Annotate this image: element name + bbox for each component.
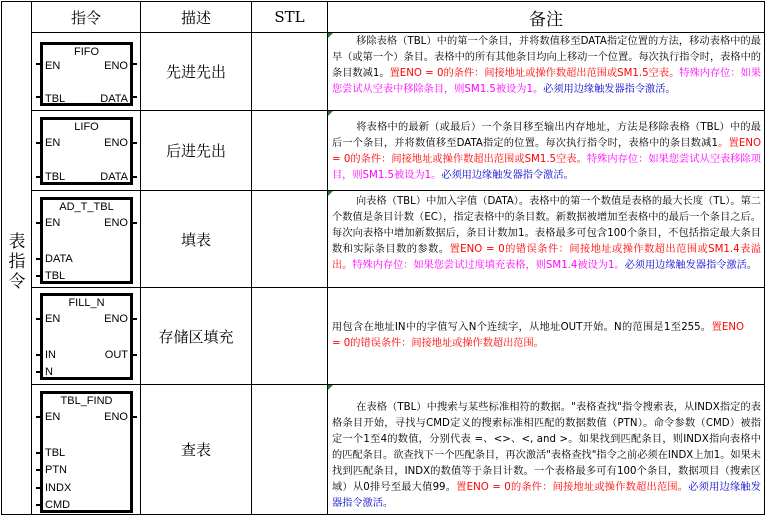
stl-fill-n [252,288,327,384]
remarks-ad-t-tbl [328,194,764,286]
pin-indx: INDX [45,482,72,494]
pin-in: IN [45,349,56,361]
pin-tbl: TBL [45,171,66,183]
box-title: AD_T_TBL [59,201,114,213]
pin-eno: ENO [104,217,128,229]
remarks-lifo [328,120,764,190]
category-char: 令 [8,272,26,292]
remark-special-memory: 特殊内存位：如果您尝试从空表移除项目，则SM1.5被设为1。 [332,154,761,181]
stl-tbl-find [252,385,327,514]
ladder-box-tbl-find [40,391,133,513]
pin-eno: ENO [104,137,128,149]
box-title: LIFO [74,121,99,133]
description-fifo: 先进先出 [165,63,226,81]
remark-error-condition: 置ENO = 0的错误条件：间接地址或操作数超出范围或SM1.4表溢出。 [332,244,761,271]
pin-stub [36,354,40,356]
pin-stub [36,222,40,224]
remark-text: 向表格（TBL）中加入字值（DATA）。表格中的第一个数值是表格的最大长度（TL）。第二个数值是条目计数（EC），指定表格中的条目数。新数据被增加至表格中的最后一个条目之后。每次向表格中增加新数据后，条目计数加1。表格最多可包含100个条目，不包括指定最大条目数和实际条目数的参数。 [332,196,761,255]
pin-tbl: TBL [45,270,66,282]
header-description: 描述 [180,8,211,27]
pin-en: EN [45,60,61,72]
category-label [2,232,32,292]
pin-cmd: CMD [45,499,71,511]
remark-edge-trigger: 必须用边缘触发器指令激活。 [624,260,758,271]
description-fill-n: 存储区填充 [158,327,234,346]
pin-en: EN [45,313,61,325]
pin-eno: ENO [104,411,128,423]
remark-special-memory: 特殊内存位：如果您尝试过度填充表格，则SM1.4被设为1。 [352,260,625,271]
pin-stub [133,318,137,320]
remark-text: 将表格中的最新（或最后）一个条目移至输出内存地址，方法是移除表格（TBL）中的最后一个条目，并将数值移至DATA指定的位置。每次执行指令时，表格中的条目数减1 [332,122,761,149]
pin-stub [133,176,137,178]
ladder-box-fifo [40,42,133,106]
pin-stub [36,318,40,320]
pin-stub [36,63,40,65]
instruction-table [1,1,765,515]
category-char: 指 [8,252,26,272]
remark-text: 用包含在地址IN中的字值写入N个连续字，从地址OUT开始。N的范围是1至255。 [332,322,712,333]
remark-error-condition: 置ENO = 0的条件：间接地址或操作数超出范围。 [456,482,689,493]
description-ad-t-tbl: 填表 [180,230,211,249]
pin-stub [133,222,137,224]
ladder-box-lifo [40,117,133,185]
remarks-fifo [328,34,764,110]
remark-edge-trigger: 必须用边缘触发器指令激活。 [543,84,676,95]
stl-lifo [252,111,327,190]
remark-error-condition: 置ENO = 0的错误条件：间接地址或操作数超出范围。 [332,322,745,349]
pin-n: N [45,366,53,378]
box-title: FIFO [73,46,100,58]
pin-stub [36,176,40,178]
pin-tbl: TBL [45,447,66,459]
pin-eno: ENO [104,60,128,72]
pin-stub [36,416,40,418]
pin-en: EN [45,217,61,229]
header-stl: STL [274,8,305,26]
remark-text: 移除表格（TBL）中的第一个条目，并将数值移至DATA指定位置的方法，移动表格中的最早（或第一个）条目。表格中的所有其他条目均向上移动一个位置。每次执行指令时，表格中的条目数减1。 [332,36,761,79]
box-title: FILL_N [68,297,105,309]
description-lifo: 后进先出 [165,142,226,160]
category-char: 表 [8,232,26,252]
pin-ptn: PTN [45,464,67,476]
ladder-box-ad-t-tbl [40,197,133,284]
stl-ad-t-tbl [252,191,327,287]
pin-stub [36,504,40,506]
header-remarks: 备注 [529,9,563,30]
pin-stub [36,258,40,260]
pin-stub [36,452,40,454]
pin-stub [133,142,137,144]
description-tbl-find: 查表 [180,441,211,459]
remarks-fill-n [328,320,764,360]
pin-data: DATA [100,171,128,183]
comment-marker-icon [328,385,333,390]
pin-stub [133,354,137,356]
pin-eno: ENO [104,313,128,325]
remark-edge-trigger: 必须用边缘触发器指令激活。 [441,170,574,181]
pin-stub [36,487,40,489]
remarks-tbl-find [328,400,764,510]
pin-stub [36,371,40,373]
pin-stub [36,96,40,98]
pin-stub [133,63,137,65]
pin-stub [36,275,40,277]
pin-stub [133,96,137,98]
pin-stub [36,469,40,471]
remark-edge-trigger: 必须用边缘触发器指令激活。 [332,482,761,509]
stl-fifo [252,33,327,110]
pin-tbl: TBL [45,93,66,105]
ladder-box-fill-n [40,293,133,380]
pin-data: DATA [100,93,128,105]
pin-en: EN [45,137,61,149]
pin-stub [36,142,40,144]
remark-text: 在表格（TBL）中搜索与某些标准相符的数据。"表格查找"指令搜索表，从INDX指定的表格条目开始，寻找与CMD定义的搜索标准相匹配的数据数值（PTN）。命令参数（CMD）被指定一个1至4的数值，分别代表 =、<>、<, and >。如果找到匹配条目，则INDX指向表格中的匹配条目。欲查找下一个匹配条目，再次激活"表格查找"指令之前必须在INDX上加1。如果未找到匹配条目，INDX的数值等于条目计数。一个表格最多可有100个条目，数据项目（搜索区域）从0排号至最大值99。 [332,402,761,493]
pin-en: EN [45,411,61,423]
comment-marker-icon [328,111,333,116]
header-instruction: 指令 [70,8,101,27]
remark-error-condition: 置ENO = 0的条件：间接地址或操作数超出范围或SM1.5空表。 [389,68,680,79]
pin-stub [133,416,137,418]
remark-error-condition: 。置ENO = 0的条件：间接地址或操作数超出范围或SM1.5空表。 [332,138,761,165]
box-title: TBL_FIND [60,395,113,407]
pin-data: DATA [45,253,73,265]
pin-out: OUT [104,349,128,361]
remark-special-memory: 特殊内存位：如果您尝试从空表中移除条目，则SM1.5被设为1。 [332,68,762,95]
